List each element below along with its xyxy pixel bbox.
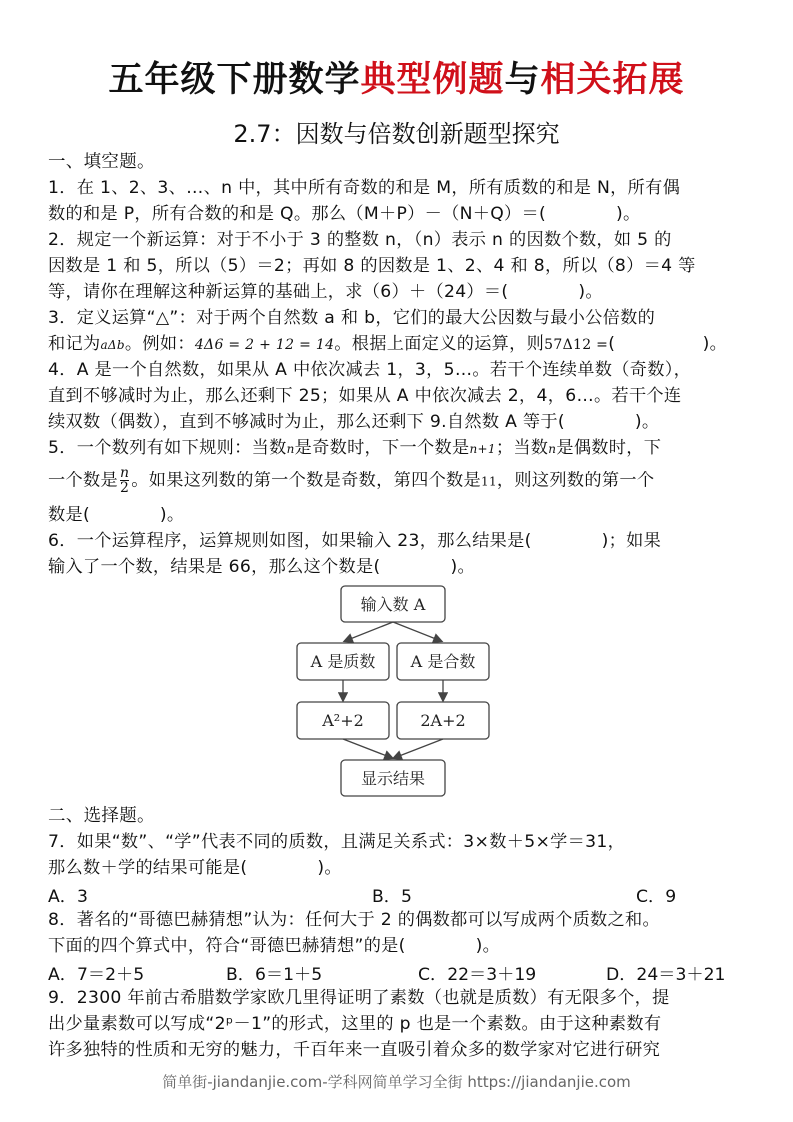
- flow-composite-label: A 是合数: [410, 652, 476, 671]
- q8-option-b[interactable]: B．6＝1＋5: [226, 965, 323, 985]
- q6-line2: 输入了一个数，结果是 66，那么这个数是( )。: [48, 557, 475, 577]
- q4-line3: 续双数（偶数），直到不够减时为止，那么还剩下 9.自然数 A 等于( )。: [48, 412, 660, 432]
- q9-line2: 出少量素数可以写成“2ᵖ－1”的形式，这里的 p 也是一个素数。由于这种素数有: [48, 1014, 662, 1034]
- q9-line3: 许多独特的性质和无穷的魅力，千百年来一直吸引着众多的数学家对它进行研究: [48, 1040, 661, 1060]
- q2-line1: 2．规定一个新运算：对于不小于 3 的整数 n，（n）表示 n 的因数个数，如 5 的: [48, 230, 672, 250]
- q3-example: 4Δ6 = 2 + 12 = 14: [194, 337, 335, 353]
- q4-line2: 直到不够减时为止，那么还剩下 25；如果从 A 中依次减去 2，4，6…。若干个连: [48, 386, 682, 406]
- q7-option-a[interactable]: A．3: [48, 887, 88, 907]
- flow-op-prime-label: A²+2: [322, 711, 364, 730]
- q3-text-a: 和记为: [48, 334, 101, 354]
- fraction-numerator: n: [119, 465, 130, 481]
- q4-line1: 4．A 是一个自然数，如果从 A 中依次减去 1，3，5…。若干个连续单数（奇数），: [48, 360, 692, 380]
- q5-text-b: 是奇数时，下一个数是: [294, 438, 470, 458]
- flow-arrow: [393, 622, 441, 641]
- q1-line2: 数的和是 P，所有合数的和是 Q。那么（M＋P）－（N＋Q）＝( )。: [48, 204, 641, 224]
- title-part-3: 与: [504, 60, 541, 100]
- q3-text-b: 。例如：: [124, 334, 195, 354]
- flow-output-label: 显示结果: [360, 769, 426, 788]
- title-part-4: 相关拓展: [540, 60, 685, 100]
- q5-line3: 数是( )。: [48, 505, 185, 525]
- section2-heading: 二、选择题。: [48, 806, 155, 826]
- q5-eleven: 11: [481, 474, 497, 489]
- flow-input-label: 输入数 A: [360, 595, 426, 614]
- q2-line2: 因数是 1 和 5，所以（5）＝2；再如 8 的因数是 1、2、4 和 8，所以（8）＝4 等: [48, 256, 696, 276]
- flow-arrow: [343, 739, 392, 758]
- q5-text-g: ，则这列数的第一个: [496, 470, 655, 491]
- q7-line1: 7．如果“数”、“学”代表不同的质数，且满足关系式：3×数＋5×学＝31，: [48, 832, 626, 852]
- q8-option-d[interactable]: D．24＝3＋21: [606, 965, 726, 985]
- page-subtitle: 2.7：因数与倍数创新题型探究: [233, 120, 560, 148]
- page-footer[interactable]: 简单街-jiandanjie.com-学科网简单学习全街 https://jiandanjie.com: [162, 1073, 631, 1091]
- q9-line1: 9．2300 年前古希腊数学家欧几里得证明了素数（也就是质数）有无限多个，提: [48, 988, 670, 1008]
- q3-text-c: 。根据上面定义的运算，则: [334, 334, 545, 354]
- q8-line2: 下面的四个算式中，符合“哥德巴赫猜想”的是( )。: [48, 936, 501, 956]
- q1-line1: 1．在 1、2、3、…、n 中，其中所有奇数的和是 M，所有质数的和是 N，所有偶: [48, 178, 681, 198]
- q5-text-a: 5．一个数列有如下规则：当数: [48, 438, 287, 458]
- q8-option-a[interactable]: A．7＝2＋5: [48, 965, 145, 985]
- section1-heading: 一、填空题。: [48, 152, 155, 172]
- flow-op-composite-label: 2A+2: [420, 711, 466, 730]
- q5-text-d: 是偶数时，下: [556, 438, 662, 458]
- q5-n-plus-1: n+1: [469, 442, 496, 456]
- q5-text-e: 一个数是: [48, 470, 118, 491]
- q7-option-c[interactable]: C．9: [636, 887, 677, 907]
- q5-n-2: n: [548, 442, 557, 456]
- q3-expression: 57Δ12 =: [544, 337, 609, 353]
- q5-n: n: [286, 442, 295, 456]
- q5-text-c: ；当数: [495, 438, 549, 458]
- q3-symbol: aΔb: [100, 338, 125, 352]
- q8-option-c[interactable]: C．22＝3＋19: [418, 965, 537, 985]
- q6-line1: 6．一个运算程序，运算规则如图，如果输入 23，那么结果是( )；如果: [48, 531, 662, 551]
- q3-blank: ( )。: [608, 334, 728, 354]
- q7-option-b[interactable]: B．5: [372, 887, 412, 907]
- q8-line1: 8．著名的“哥德巴赫猜想”认为：任何大于 2 的偶数都可以写成两个质数之和。: [48, 910, 661, 930]
- q5-text-f: 。如果这列数的第一个数是奇数，第四个数是: [131, 470, 482, 491]
- title-part-1: 五年级下册数学: [108, 60, 361, 100]
- title-part-2: 典型例题: [360, 60, 505, 100]
- q7-line2: 那么数＋学的结果可能是( )。: [48, 858, 342, 878]
- q2-line3: 等，请你在理解这种新运算的基础上，求（6）＋（24）＝( )。: [48, 282, 603, 302]
- q3-line1: 3．定义运算“△”：对于两个自然数 a 和 b，它们的最大公因数与最小公倍数的: [48, 308, 656, 328]
- flow-arrow: [345, 622, 393, 641]
- fraction-denominator: 2: [120, 480, 130, 496]
- flow-prime-label: A 是质数: [310, 652, 376, 671]
- flow-arrow: [394, 739, 443, 758]
